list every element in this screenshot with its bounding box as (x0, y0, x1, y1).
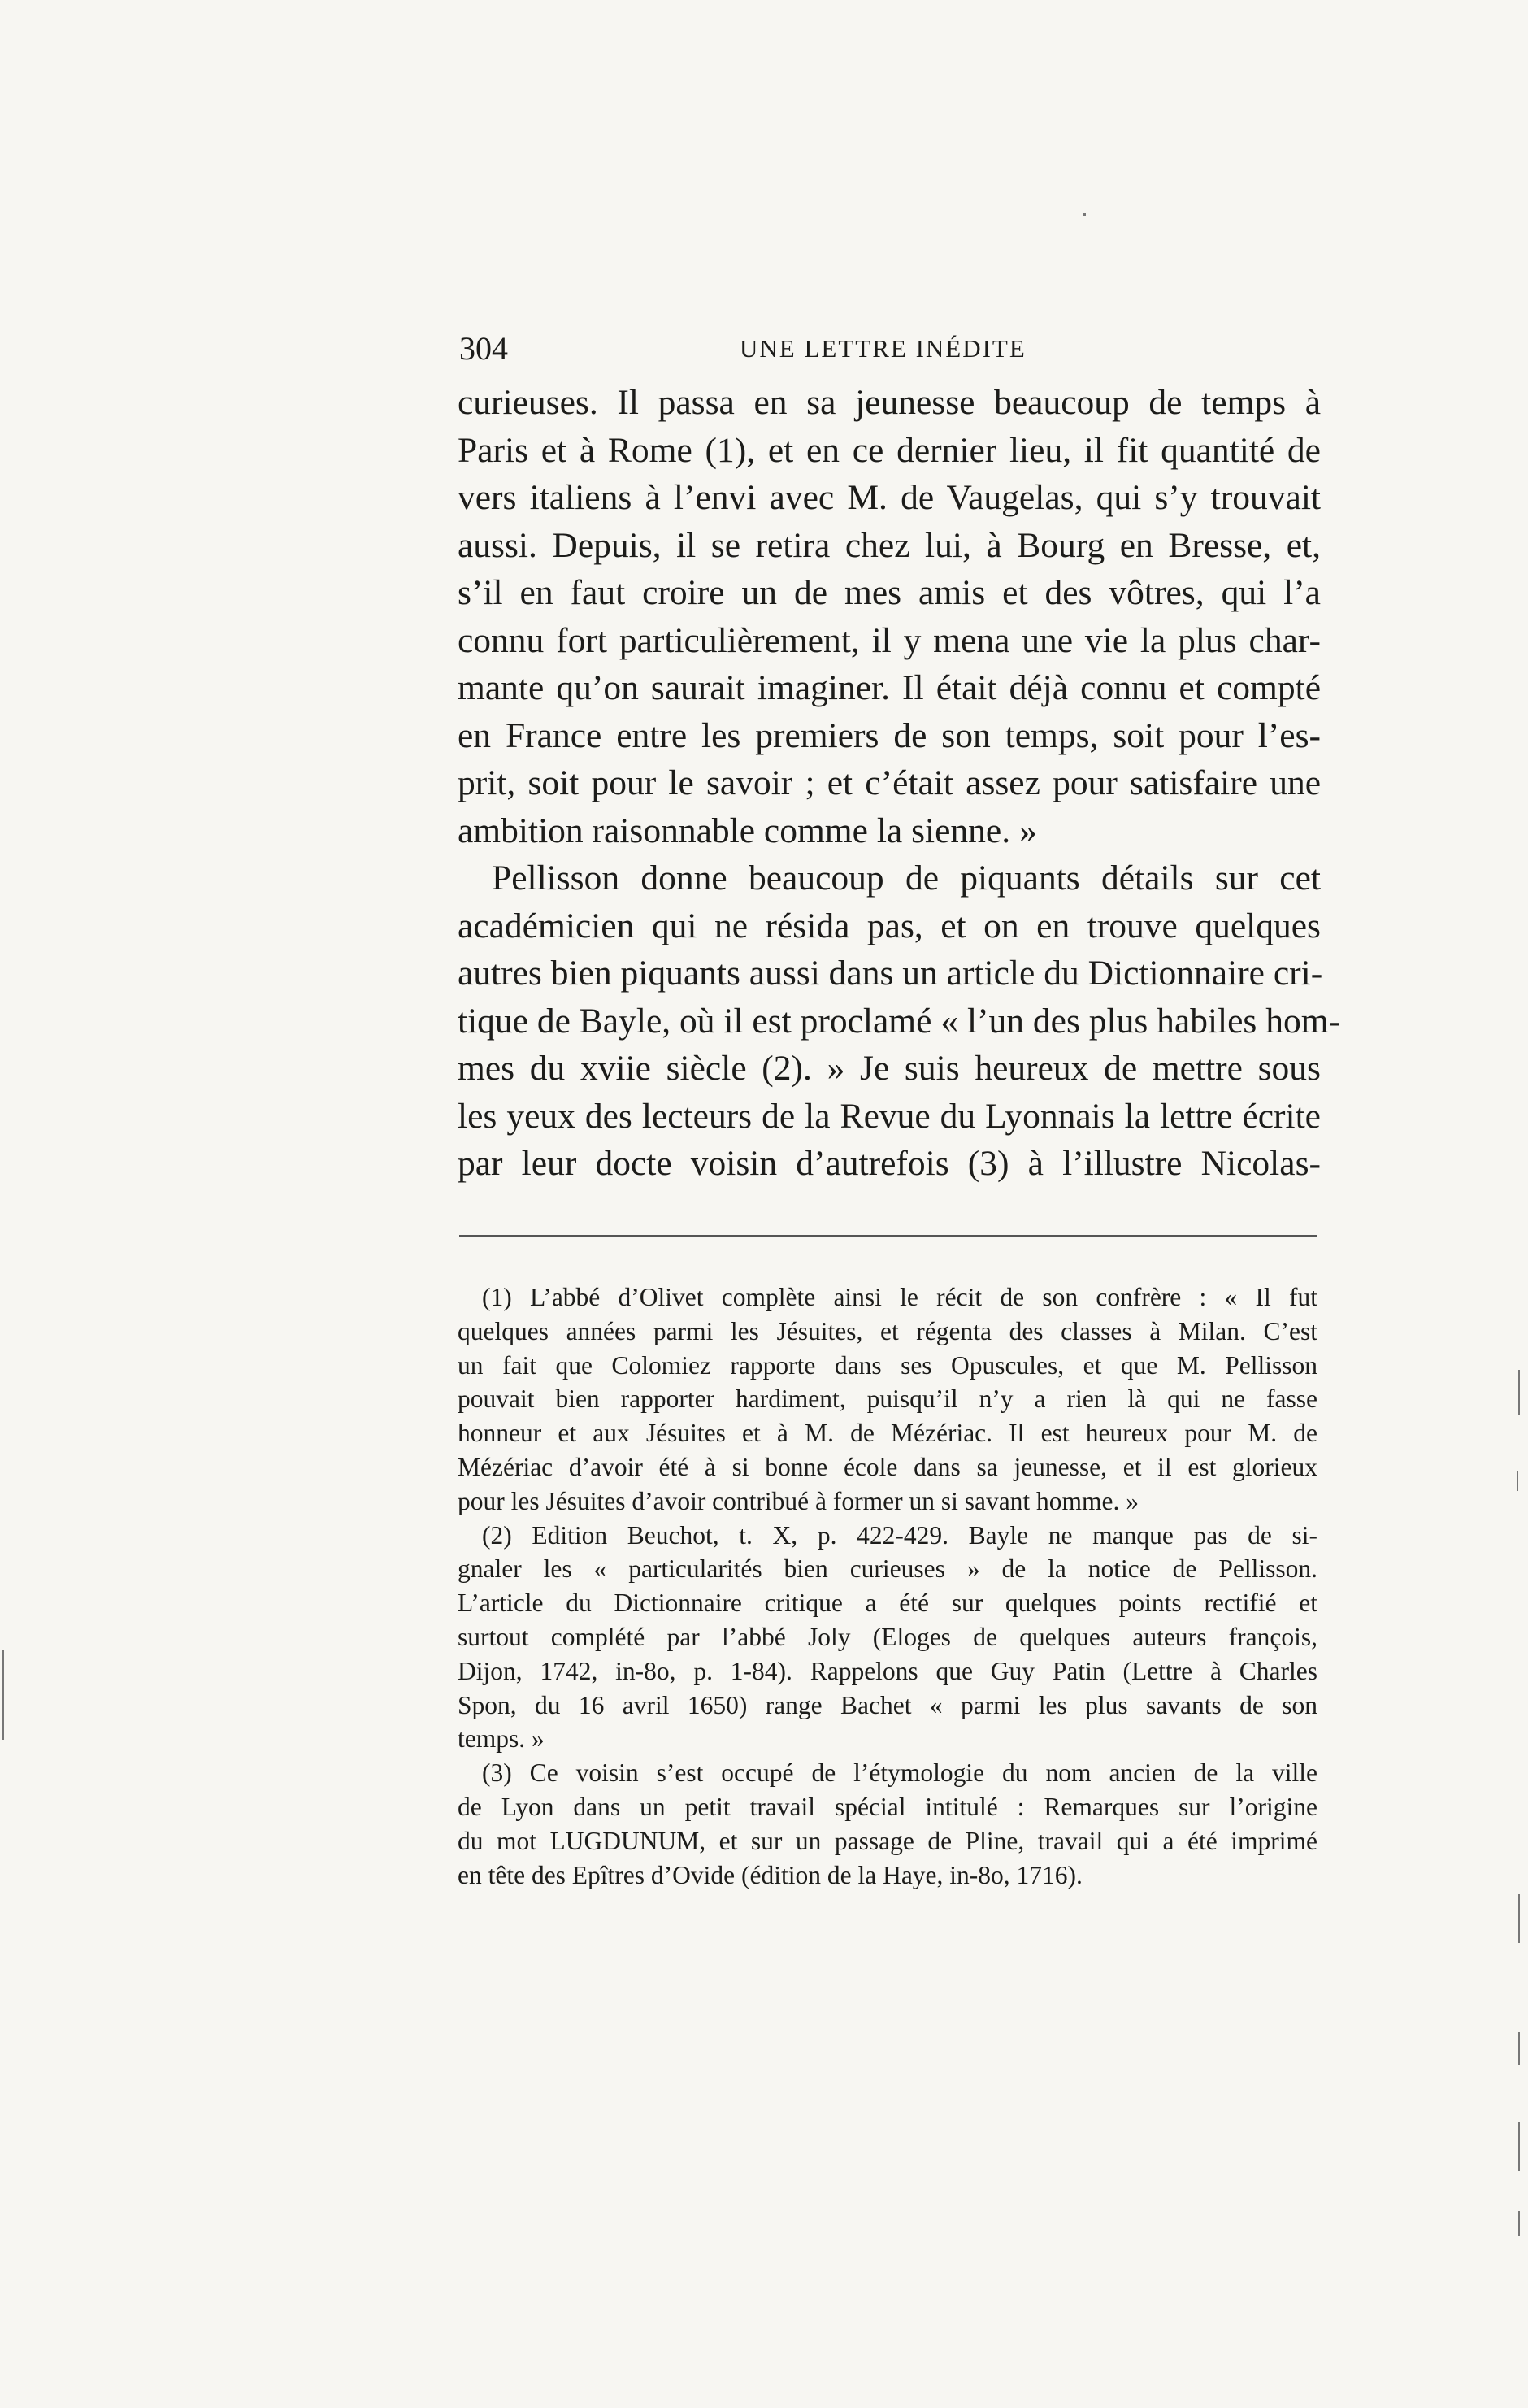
scan-mark (1518, 1370, 1520, 1415)
footnote-line: en tête des Epîtres d’Ovide (édition de la Haye, in-8o, 1716). (458, 1860, 1083, 1889)
text-line: académicien qui ne résida pas, et on en trouve quelques (458, 906, 1321, 945)
scan-mark (1083, 213, 1086, 216)
footnote-line: du mot LUGDUNUM, et sur un passage de Pline, travail qui a été imprimé (458, 1826, 1317, 1855)
footnote (458, 1280, 1317, 1519)
paragraph (458, 379, 1321, 854)
footnotes (458, 1280, 1317, 1892)
footnote-rule (459, 1235, 1317, 1237)
footnote-line: Mézériac d’avoir été à si bonne école dans sa jeunesse, et il est glorieux (458, 1452, 1317, 1481)
scan-mark (1517, 1471, 1518, 1491)
scan-mark (1518, 1894, 1520, 1943)
body-text (458, 379, 1341, 1188)
footnote-line: de Lyon dans un petit travail spécial intitulé : Remarques sur l’origine (458, 1792, 1317, 1821)
footnote-line: Dijon, 1742, in-8o, p. 1-84). Rappelons que Guy Patin (Lettre à Charles (458, 1656, 1317, 1685)
footnote (458, 1519, 1317, 1757)
footnote-line: quelques années parmi les Jésuites, et régenta des classes à Milan. C’est (458, 1316, 1317, 1345)
footnote-line: (1) L’abbé d’Olivet complète ainsi le récit de son confrère : « Il fut (482, 1283, 1317, 1311)
text-line: vers italiens à l’envi avec M. de Vaugelas, qui s’y trouvait (458, 478, 1321, 517)
scan-mark (1518, 2122, 1520, 2171)
text-line: s’il en faut croire un de mes amis et des vôtres, qui l’a (458, 573, 1321, 612)
text-line: Paris et à Rome (1), et en ce dernier lieu, il fit quantité de (458, 430, 1321, 470)
scan-mark (2, 1650, 4, 1740)
footnote-line: surtout complété par l’abbé Joly (Eloges de quelques auteurs françois, (458, 1622, 1317, 1651)
scan-mark (1518, 2032, 1520, 2065)
text-line: en France entre les premiers de son temps, soit pour l’es- (458, 715, 1321, 755)
page-number: 304 (459, 330, 508, 367)
text-line: curieuses. Il passa en sa jeunesse beaucoup de temps à (458, 383, 1321, 422)
text-line: autres bien piquants aussi dans un article du Dictionnaire cri- (458, 954, 1323, 993)
footnote-line: honneur et aux Jésuites et à M. de Mézériac. Il est heureux pour M. de (458, 1419, 1317, 1448)
footnote-line: L’article du Dictionnaire critique a été sur quelques points rectifié et (458, 1589, 1317, 1618)
footnote-line: pour les Jésuites d’avoir contribué à former un si savant homme. » (458, 1486, 1139, 1515)
scan-mark (1518, 2211, 1520, 2236)
footnote-line: un fait que Colomiez rapporte dans ses Opuscules, et que M. Pellisson (458, 1350, 1317, 1380)
footnote-line: Spon, du 16 avril 1650) range Bachet « parmi les plus savants de son (458, 1690, 1317, 1719)
text-line: mante qu’on saurait imaginer. Il était déjà connu et compté (458, 668, 1321, 707)
text-line: par leur docte voisin d’autrefois (3) à l’illustre Nicolas- (458, 1144, 1321, 1183)
text-line: connu fort particulièrement, il y mena une vie la plus char- (458, 620, 1321, 660)
footnote-line: gnaler les « particularités bien curieuses » de la notice de Pellisson. (458, 1554, 1317, 1584)
footnote-line: pouvait bien rapporter hardiment, puisqu’il n’y a rien là qui ne fasse (458, 1384, 1317, 1414)
text-line: les yeux des lecteurs de la Revue du Lyonnais la lettre écrite (458, 1096, 1321, 1136)
page-header (459, 329, 1317, 378)
text-line: tique de Bayle, où il est proclamé « l’un des plus habiles hom- (458, 1001, 1341, 1041)
text-line: aussi. Depuis, il se retira chez lui, à Bourg en Bresse, et, (458, 525, 1321, 565)
paragraph (458, 854, 1341, 1188)
text-line: Pellisson donne beaucoup de piquants détails sur cet (492, 858, 1321, 898)
running-title: UNE LETTRE INÉDITE (740, 334, 1027, 363)
footnote-line: (2) Edition Beuchot, t. X, p. 422-429. Bayle ne manque pas de si- (482, 1520, 1317, 1550)
footnote (458, 1756, 1317, 1892)
footnote-line: (3) Ce voisin s’est occupé de l’étymologie du nom ancien de la ville (482, 1758, 1317, 1788)
text-line: ambition raisonnable comme la sienne. » (458, 811, 1037, 850)
text-line: prit, soit pour le savoir ; et c’était assez pour satisfaire une (458, 763, 1321, 802)
text-line: mes du xviie siècle (2). » Je suis heureux de mettre sous (458, 1049, 1321, 1088)
footnote-line: temps. » (458, 1724, 545, 1754)
